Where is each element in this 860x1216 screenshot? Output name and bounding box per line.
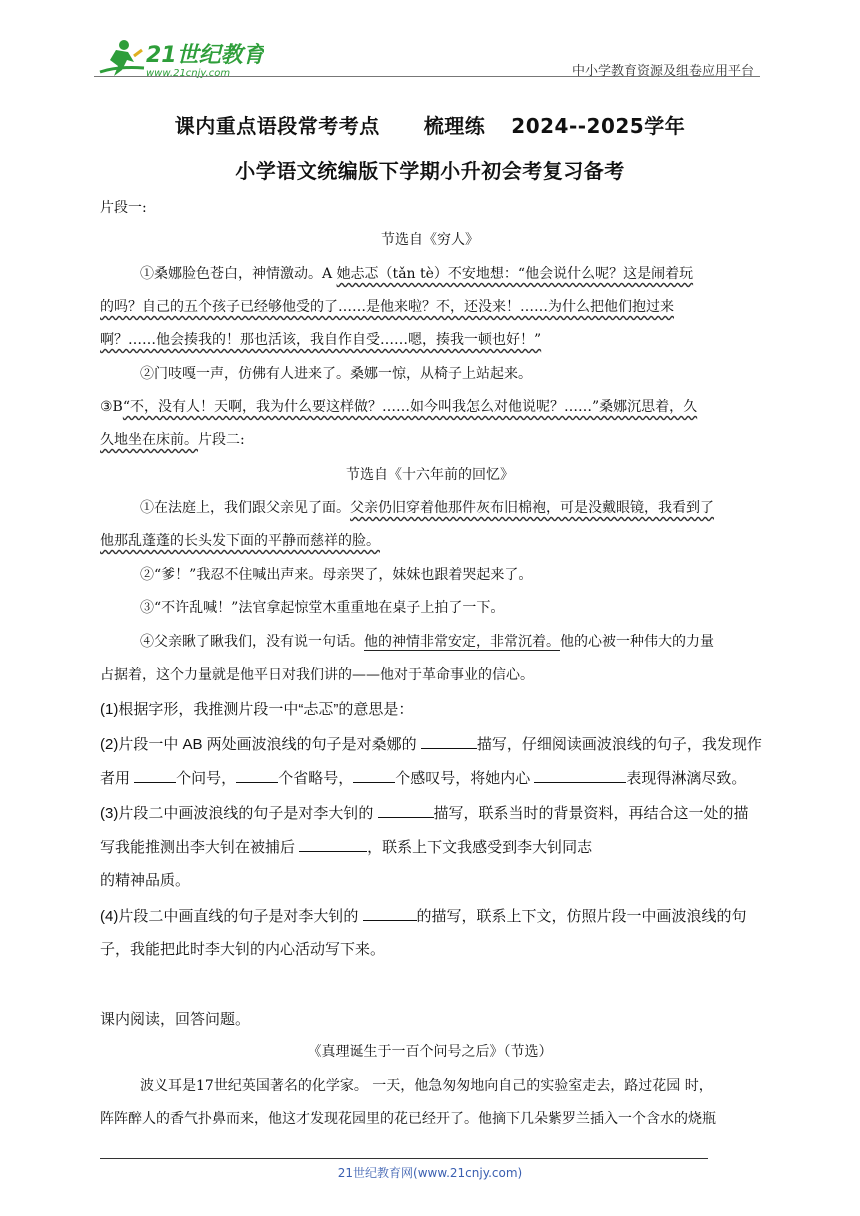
question-3: (3)片段二中画波浪线的句子是对李大钊的 描写，联系当时的背景资料，再结合这一处的描 (100, 805, 749, 822)
reading-para1: 波义耳是17世纪英国著名的化学家。 一天，他急匆匆地向自己的实验室走去，路过花园 时， (140, 1078, 713, 1094)
question-2: (2)片段一中 AB 两处画波浪线的句子是对桑娜的 描写，仔细阅读画波浪线的句子，我发现作 (100, 736, 762, 753)
answer-blank[interactable] (421, 734, 477, 749)
fragment2-para4: ④父亲瞅了瞅我们，没有说一句话。他的神情非常安定，非常沉着。他的心被一种伟大的力量 (140, 634, 714, 650)
header-divider (94, 76, 760, 77)
question-2-line2: 者用 个问号， 个省略号， 个感叹号，将她内心 表现得淋漓尽致。 (100, 770, 747, 787)
footer-divider (100, 1158, 708, 1159)
fragment1-para3: ③B“不，没有人！天啊，我为什么要这样做？……如今叫我怎么对他说呢？……”桑娜沉思着，久 (100, 399, 698, 415)
answer-blank[interactable] (299, 837, 367, 852)
fragment1-para1-line3: 啊？……他会揍我的！那也活该，我自作自受……嗯，揍我一顿也好！” (100, 332, 542, 348)
fragment2-para1: ①在法庭上，我们跟父亲见了面。父亲仍旧穿着他那件灰布旧棉袍，可是没戴眼镜，我看到了 (140, 500, 714, 516)
answer-blank[interactable] (534, 768, 626, 783)
fragment2-para3: ③“不许乱喊！”法官拿起惊堂木重重地在桌子上拍了一下。 (140, 600, 505, 616)
runner-icon (100, 40, 144, 76)
reading-para1-line2: 阵阵醉人的香气扑鼻而来，他这才发现花园里的花已经开了。他摘下几朵紫罗兰插入一个含水的烧瓶 (100, 1111, 716, 1127)
answer-blank[interactable] (236, 768, 278, 783)
fragment1-para3-line2: 久地坐在床前。片段二: (100, 432, 245, 448)
page-subtitle: 小学语文统编版下学期小升初会考复习备考 (235, 159, 625, 183)
answer-blank[interactable] (363, 906, 417, 921)
answer-blank[interactable] (378, 803, 434, 818)
answer-blank[interactable] (134, 768, 176, 783)
fragment2-source: 节选自《十六年前的回忆》 (346, 467, 514, 483)
question-3-line2: 写我能推测出李大钊在被捕后 ，联系上下文我感受到李大钊同志 (100, 839, 593, 856)
fragment2-para1-line2: 他那乱蓬蓬的长头发下面的平静而慈祥的脸。 (100, 533, 380, 549)
footer-text[interactable]: 21世纪教育网(www.21cnjy.com) (337, 1166, 523, 1180)
fragment1-source: 节选自《穷人》 (381, 232, 479, 248)
fragment1-label: 片段一: (100, 200, 147, 216)
question-3-line3: 的精神品质。 (100, 872, 191, 889)
site-logo (94, 36, 264, 80)
logo-url: www.21cnjy.com (146, 68, 231, 79)
logo-text: 21世纪教育 (146, 43, 264, 68)
fragment1-para1-line2: 的吗？自己的五个孩子已经够他受的了……是他来啦？不，还没来！……为什么把他们抱过来 (100, 299, 674, 315)
fragment2-para4-line2: 占据着，这个力量就是他平日对我们讲的——他对于革命事业的信心。 (100, 667, 534, 683)
page-title: 课内重点语段常考考点 梳理练 2024--2025学年 (174, 114, 686, 138)
reading-intro: 课内阅读，回答问题。 (100, 1011, 251, 1028)
question-4: (4)片段二中画直线的句子是对李大钊的 的描写，联系上下文，仿照片段一中画波浪线的句 (100, 908, 747, 925)
header-platform-name: 中小学教育资源及组卷应用平台 (571, 64, 754, 79)
answer-blank[interactable] (353, 768, 395, 783)
fragment1-para2: ②门吱嘎一声，仿佛有人进来了。桑娜一惊，从椅子上站起来。 (140, 366, 532, 382)
fragment2-label: 片段二: (198, 432, 245, 448)
fragment1-para1: ①桑娜脸色苍白，神情激动。A 她忐忑（tǎn tè）不安地想：“他会说什么呢？这是闹着玩 (140, 266, 694, 282)
fragment2-para2: ②“爹！”我忍不住喊出声来。母亲哭了，妹妹也跟着哭起来了。 (140, 567, 533, 583)
reading-title: 《真理诞生于一百个问号之后》（节选） (307, 1044, 553, 1060)
question-1: (1)根据字形，我推测片段一中“忐忑”的意思是： (100, 701, 414, 718)
question-4-line2: 子，我能把此时李大钊的内心活动写下来。 (100, 941, 386, 958)
